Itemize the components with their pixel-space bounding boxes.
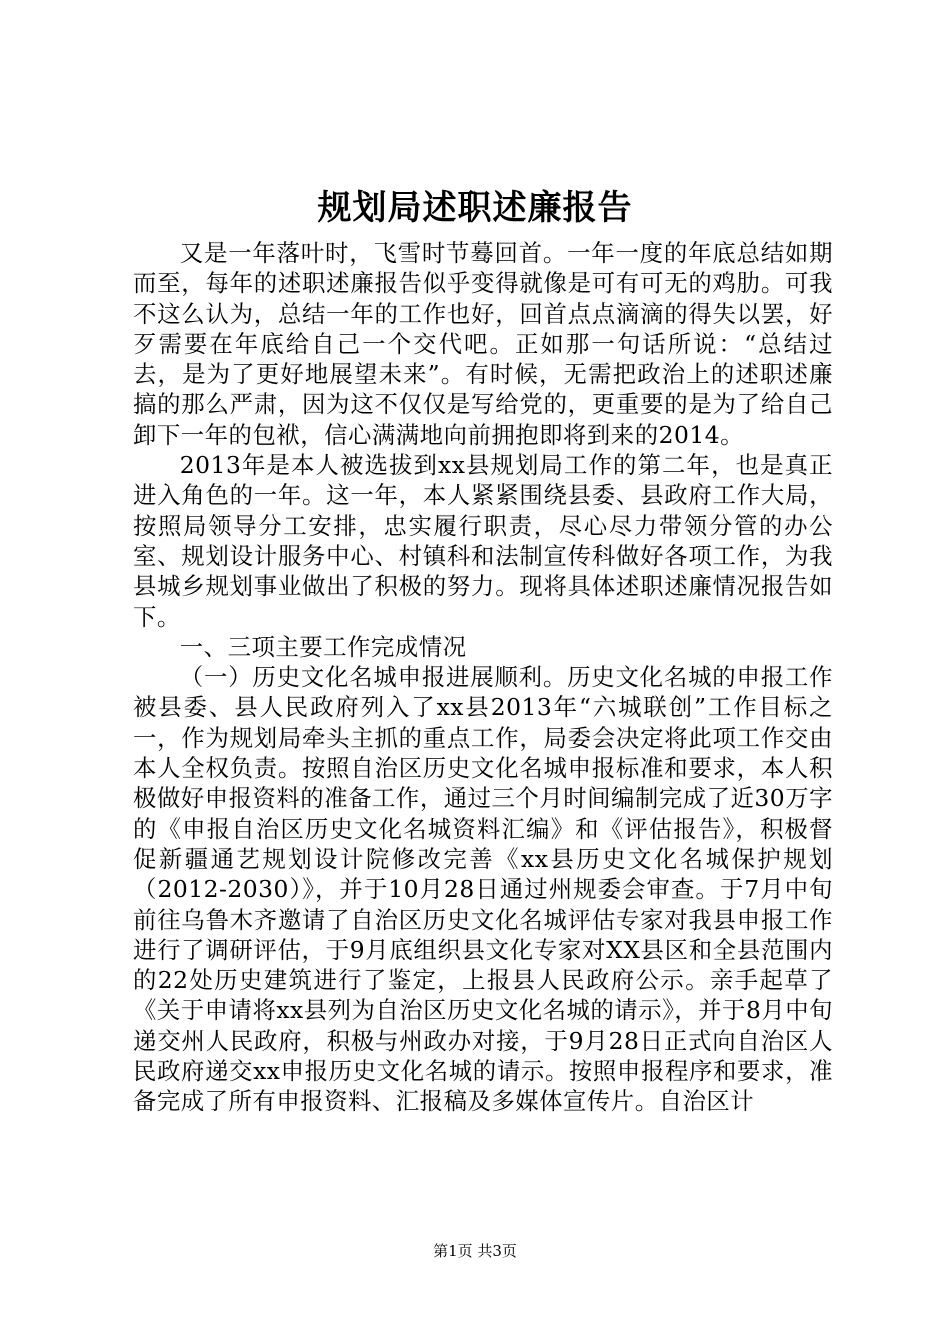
page-number: 第1页 共3页 (433, 1242, 517, 1260)
document-body (133, 238, 833, 1117)
paragraph-intro: 又是一年落叶时，飞雪时节蓦回首。一年一度的年底总结如期而至，每年的述职述廉报告似乎变得就像是可有可无的鸡肋。可我不这么认为，总结一年的工作也好，回首点点滴滴的得失以罢，好歹需要在年底给自己一个交代吧。正如那一句话所说：“总结过去，是为了更好地展望未来”。有时候，无需把政治上的述职述廉搞的那么严肃，因为这不仅仅是写给党的，更重要的是为了给自己卸下一年的包袱，信心满满地向前拥抱即将到来的2014。 (133, 239, 833, 449)
paragraph-overview: 2013年是本人被选拔到xx县规划局工作的第二年，也是真正进入角色的一年。这一年，本人紧紧围绕县委、县政府工作大局，按照局领导分工安排，忠实履行职责，尽心尽力带领分管的办公室、规划设计服务中心、村镇科和法制宣传科做好各项工作，为我县城乡规划事业做出了积极的努力。现将具体述职述廉情况报告如下。 (133, 451, 833, 631)
document-title: 规划局述职述廉报告 (317, 188, 633, 228)
section-heading: 一、三项主要工作完成情况 (179, 632, 467, 661)
paragraph-history-city: （一）历史文化名城申报进展顺利。历史文化名城的申报工作被县委、县人民政府列入了xx县2013年“六城联创”工作目标之一，作为规划局牵头主抓的重点工作，局委会决定将此项工作交由本人全权负责。按照自治区历史文化名城申报标准和要求，本人积极做好申报资料的准备工作，通过三个月时间编制完成了近30万字的《申报自治区历史文化名城资料汇编》和《评估报告》，积极督促新疆通艺规划设计院修改完善《xx县历史文化名城保护规划（2012-2030）》，并于10月28日通过州规委会审查。于7月中旬前往乌鲁木齐邀请了自治区历史文化名城评估专家对我县申报工作进行了调研评估，于9月底组织县文化专家对XX县区和全县范围内的22处历史建筑进行了鉴定，上报县人民政府公示。亲手起草了《关于申请将xx县列为自治区历史文化名城的请示》，并于8月中旬递交州人民政府，积极与州政办对接，于9月28日正式向自治区人民政府递交xx申报历史文化名城的请示。按照申报程序和要求，准备完成了所有申报资料、汇报稿及多媒体宣传片。自治区计 (133, 663, 833, 1116)
